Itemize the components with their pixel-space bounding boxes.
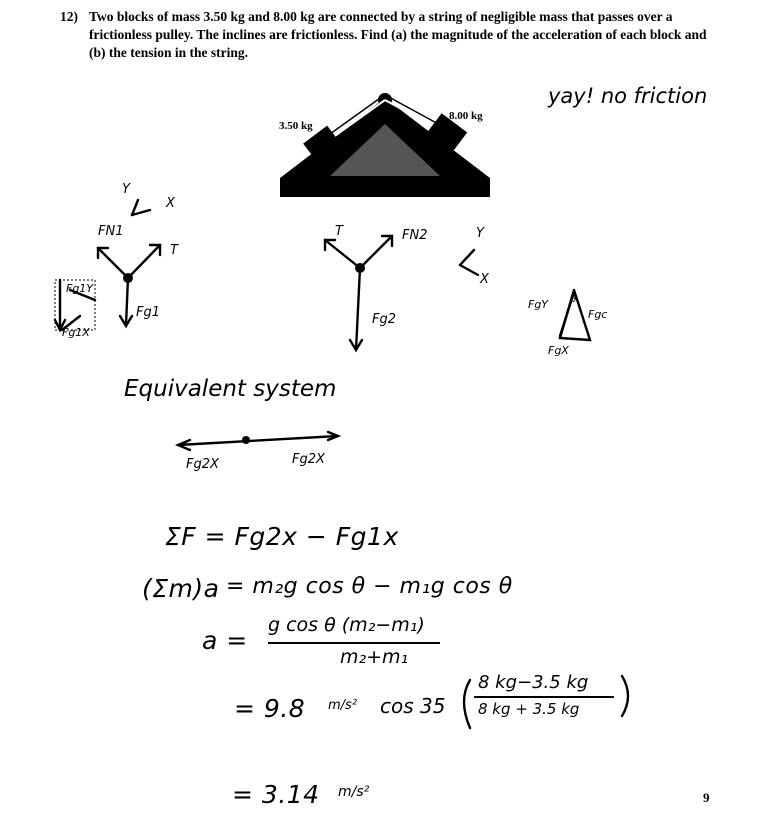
fbd2-axis-y: Y bbox=[476, 226, 484, 241]
fbd2-weight-label: Fg2 bbox=[372, 312, 397, 327]
eq-subst-unit: m/s² bbox=[328, 698, 358, 713]
fbd1-axis-y: Y bbox=[122, 182, 130, 197]
eq-subst-denominator: 8 kg + 3.5 kg bbox=[478, 700, 580, 718]
eq-subst-lhs: = 9.8 bbox=[234, 694, 306, 723]
equivalent-heading: Equivalent system bbox=[124, 376, 337, 402]
eq-mass-accel-lhs: (Σm)a bbox=[142, 574, 220, 603]
fbd1-tension-label: T bbox=[170, 243, 178, 258]
fbd2-axis-x: X bbox=[480, 272, 489, 287]
triangle-fgx-label: FgX bbox=[548, 344, 569, 357]
fbd1-axis-x: X bbox=[166, 196, 175, 211]
fbd2-tension-label: T bbox=[335, 224, 343, 239]
triangle-fg-label: Fgc bbox=[588, 308, 608, 321]
triangle-fgy-label: FgY bbox=[528, 298, 549, 311]
eq-sum-forces: ΣF = Fg2x − Fg1x bbox=[165, 522, 399, 551]
equiv-right-label: Fg2X bbox=[292, 452, 325, 467]
eq-result: = 3.14 bbox=[232, 780, 320, 809]
eq-accel-fraction-bar bbox=[268, 642, 440, 644]
eq-mass-accel-rhs: = m₂g cos θ − m₁g cos θ bbox=[226, 574, 513, 599]
eq-subst-fraction-bar bbox=[474, 696, 614, 698]
fbd1-weight-x-label: Fg1X bbox=[62, 326, 90, 339]
problem-text: Two blocks of mass 3.50 kg and 8.00 kg are connected by a string of negligible mass that passes over a frictionless pulley. The inclines are frictionless. Find (a) the magnitude of the acceleration of each block and (b) the tension in the string. bbox=[89, 9, 707, 60]
fbd2-normal-label: FN2 bbox=[402, 228, 428, 243]
margin-note: yay! no friction bbox=[548, 84, 708, 108]
problem-number: 12) bbox=[60, 9, 78, 24]
equiv-left-label: Fg2X bbox=[186, 457, 219, 472]
eq-accel-denominator: m₂+m₁ bbox=[340, 646, 409, 668]
fbd1-weight-label: Fg1 bbox=[136, 305, 161, 320]
eq-subst-cos: cos 35 bbox=[380, 694, 446, 718]
eq-subst-numerator: 8 kg−3.5 kg bbox=[478, 672, 589, 693]
mass-label-right: 8.00 kg bbox=[449, 110, 483, 122]
triangle-theta-label: θ bbox=[570, 294, 577, 305]
mass-label-left: 3.50 kg bbox=[279, 120, 313, 132]
eq-accel-numerator: g cos θ (m₂−m₁) bbox=[268, 614, 425, 636]
page-number: 9 bbox=[703, 790, 710, 805]
fbd1-weight-y-label: Fg1Y bbox=[66, 282, 94, 295]
eq-accel-lhs: a = bbox=[202, 626, 248, 655]
fbd1-normal-label: FN1 bbox=[98, 224, 124, 239]
eq-result-unit: m/s² bbox=[338, 784, 370, 800]
